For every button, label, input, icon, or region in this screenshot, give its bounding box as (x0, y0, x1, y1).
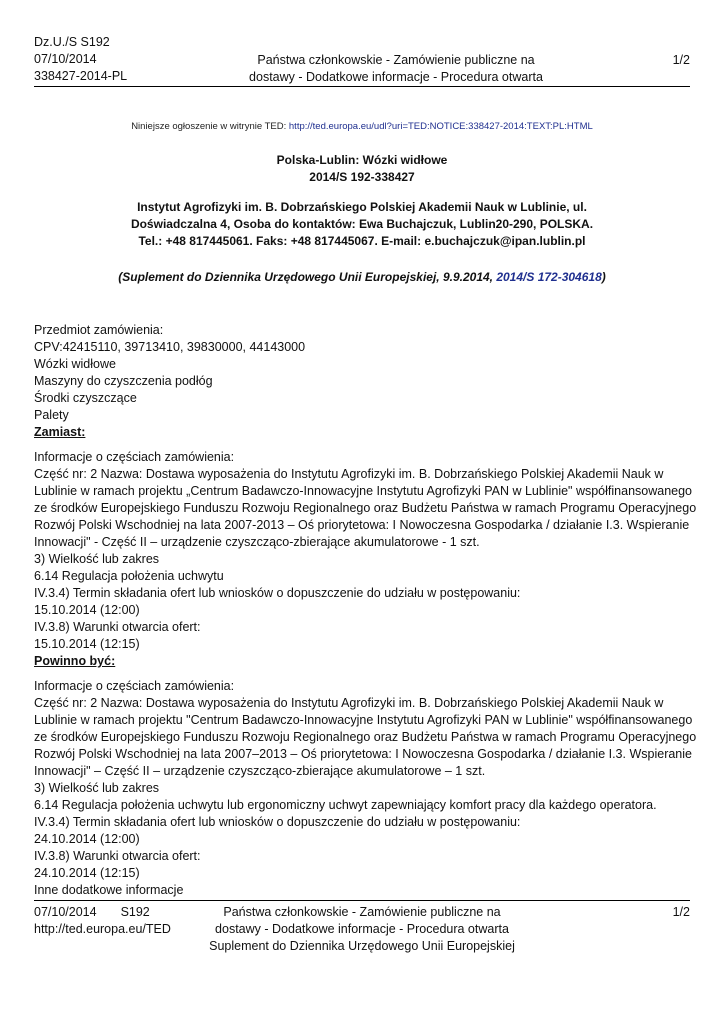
header-page-number: 1/2 (672, 53, 690, 67)
header-notice-number: 338427-2014-PL (34, 69, 128, 83)
instead-line: ze środków Europejskiego Funduszu Rozwoju Regionalnego oraz Budżetu Państwa w ramach Programu Operacyjnego (34, 501, 697, 515)
notice-title (34, 152, 690, 186)
instead-line: 15.10.2014 (12:00) (34, 603, 140, 617)
supplement-reference (34, 270, 690, 284)
header-left (34, 34, 127, 85)
header-divider (34, 86, 690, 87)
should-be-line: Część nr: 2 Nazwa: Dostawa wyposażenia do Instytutu Agrofizyki im. B. Dobrzańskiego Polskiej Akademii Nauk w (34, 696, 664, 710)
should-be-line: Informacje o częściach zamówienia: (34, 679, 235, 693)
supplement-link[interactable]: 2014/S 172-304618 (496, 270, 602, 284)
instead-line: Innowacji" - Część II – urządzenie czyszcząco-zbierające akumulatorowe - 1 szt. (34, 535, 480, 549)
instead-heading: Zamiast: (34, 425, 86, 439)
footer-page-number: 1/2 (672, 905, 690, 919)
instead-line: 15.10.2014 (12:15) (34, 637, 140, 651)
subject-line: Środki czyszczące (34, 391, 137, 405)
ted-notice-prefix: Niniejsze ogłoszenie w witrynie TED: (131, 121, 289, 132)
header-center (214, 52, 578, 86)
footer-date: 07/10/2014 (34, 905, 97, 919)
contracting-entity (34, 199, 690, 250)
instead-line: IV.3.8) Warunki otwarcia ofert: (34, 620, 201, 634)
ted-notice-link[interactable]: http://ted.europa.eu/udl?uri=TED:NOTICE:338427-2014:TEXT:PL:HTML (288, 121, 593, 132)
footer-left (34, 904, 171, 938)
contracting-entity-line-3: Tel.: +48 817445061. Faks: +48 817445067. E-mail: e.buchajczuk@ipan.lublin.pl (138, 234, 586, 248)
should-be-line: IV.3.8) Warunki otwarcia ofert: (34, 849, 201, 863)
instead-line: Informacje o częściach zamówienia: (34, 450, 235, 464)
should-be-line: 6.14 Regulacja położenia uchwytu lub ergonomiczny uchwyt zapewniający komfort pracy dla każdego operatora. (34, 798, 657, 812)
should-be-line: 3) Wielkość lub zakres (34, 781, 160, 795)
footer-center-line-1: Państwa członkowskie - Zamówienie publiczne na (223, 905, 501, 919)
notice-body (34, 322, 697, 899)
instead-line: IV.3.4) Termin składania ofert lub wniosków o dopuszczenie do udziału w postępowaniu: (34, 586, 521, 600)
should-be-line: Lublinie w ramach projektu "Centrum Badawczo-Innowacyjne Instytutu Agrofizyki PAN w Lublinie" współfinansowanego (34, 713, 693, 727)
footer-divider (34, 900, 690, 901)
subject-line: Palety (34, 408, 69, 422)
should-be-line: Rozwój Polski Wschodniej na lata 2007–2013 – Oś priorytetowa: I Nowoczesna Gospodarka / działanie I.3. Wspieranie (34, 747, 692, 761)
header-date: 07/10/2014 (34, 52, 97, 66)
notice-title-line-1: Polska-Lublin: Wózki widłowe (276, 153, 448, 167)
subject-line: Maszyny do czyszczenia podłóg (34, 374, 213, 388)
footer-center (180, 904, 544, 955)
should-be-line: 24.10.2014 (12:15) (34, 866, 140, 880)
contracting-entity-line-2: Doświadczalna 4, Osoba do kontaktów: Ewa Buchajczuk, Lublin20-290, POLSKA. (130, 217, 594, 231)
supplement-suffix: ) (601, 270, 606, 284)
should-be-line: Inne dodatkowe informacje (34, 883, 184, 897)
footer-url: http://ted.europa.eu/TED (34, 922, 171, 936)
instead-line: Lublinie w ramach projektu „Centrum Badawczo-Innowacyjne Instytutu Agrofizyki PAN w Lublinie" współfinansowanego (34, 484, 693, 498)
should-be-line: ze środków Europejskiego Funduszu Rozwoju Regionalnego oraz Budżetu Państwa w ramach Programu Operacyjnego (34, 730, 697, 744)
should-be-heading: Powinno być: (34, 654, 116, 668)
page-header (34, 34, 690, 86)
header-journal-ref: Dz.U./S S192 (34, 35, 110, 49)
instead-line: Rozwój Polski Wschodniej na lata 2007-2013 – Oś priorytetowa: I Nowoczesna Gospodarka / działanie I.3. Wspieranie (34, 518, 690, 532)
footer-code: S192 (120, 905, 150, 919)
should-be-line: Innowacji" – Część II – urządzenie czyszcząco-zbierające akumulatorowe – 1 szt. (34, 764, 486, 778)
header-center-line-2: dostawy - Dodatkowe informacje - Procedura otwarta (249, 70, 543, 84)
instead-line: 6.14 Regulacja położenia uchwytu (34, 569, 224, 583)
notice-title-line-2: 2014/S 192-338427 (309, 170, 415, 184)
contracting-entity-line-1: Instytut Agrofizyki im. B. Dobrzańskiego Polskiej Akademii Nauk w Lublinie, ul. (137, 200, 587, 214)
supplement-prefix: (Suplement do Dziennika Urzędowego Unii Europejskiej, 9.9.2014, (118, 270, 497, 284)
should-be-line: IV.3.4) Termin składania ofert lub wniosków o dopuszczenie do udziału w postępowaniu: (34, 815, 521, 829)
footer-center-line-2: dostawy - Dodatkowe informacje - Procedura otwarta (215, 922, 509, 936)
subject-line: CPV:42415110, 39713410, 39830000, 44143000 (34, 340, 306, 354)
instead-line: Część nr: 2 Nazwa: Dostawa wyposażenia do Instytutu Agrofizyki im. B. Dobrzańskiego Polskiej Akademii Nauk w (34, 467, 664, 481)
subject-line: Wózki widłowe (34, 357, 116, 371)
ted-notice-line (34, 121, 690, 132)
instead-line: 3) Wielkość lub zakres (34, 552, 160, 566)
subject-line: Przedmiot zamówienia: (34, 323, 164, 337)
should-be-line: 24.10.2014 (12:00) (34, 832, 140, 846)
header-center-line-1: Państwa członkowskie - Zamówienie publiczne na (257, 53, 535, 67)
footer-center-line-3: Suplement do Dziennika Urzędowego Unii Europejskiej (209, 939, 515, 953)
